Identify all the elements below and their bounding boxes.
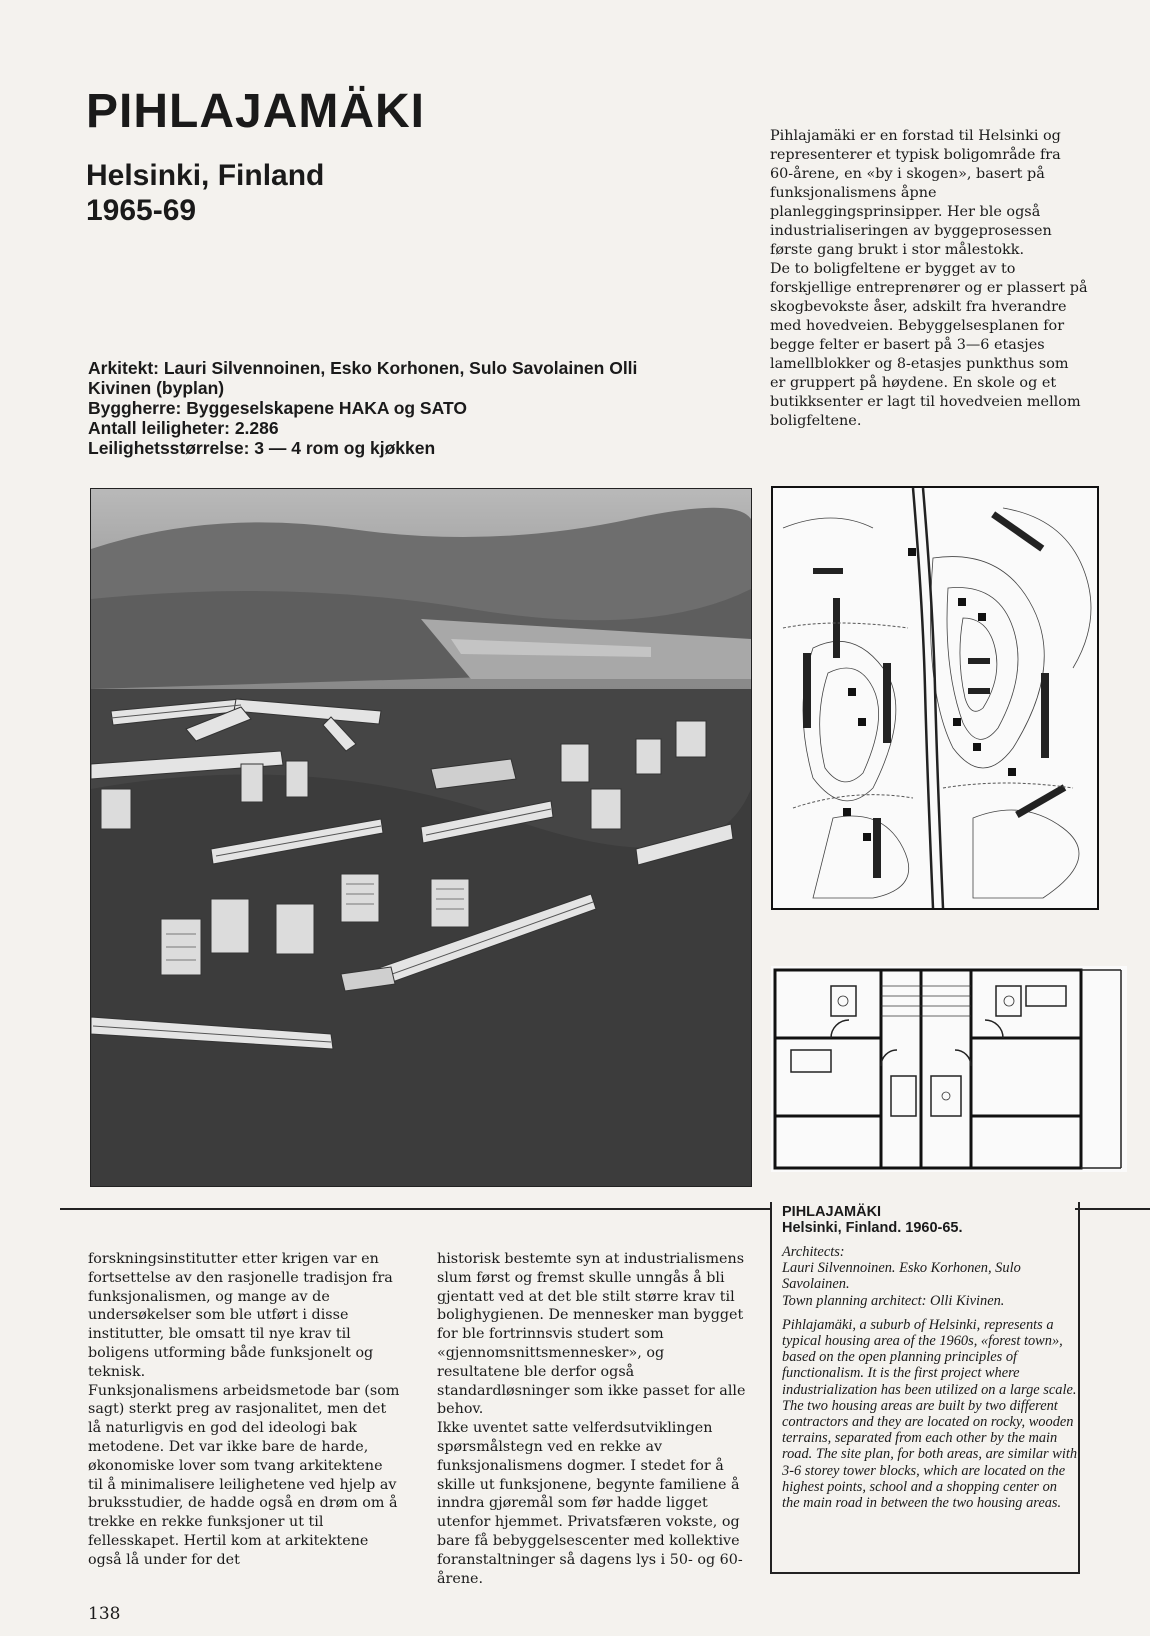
floor-plan xyxy=(771,966,1127,1172)
caption-paragraph-2: The two housing areas are built by two different contractors and they are located on rocky, wooden terrains, separated from each other by the main road. The site plan, for both areas, are similar with 3-6 storey tower blocks, which are located on the highest points, school and a shopping center on the main road in between the two housing areas. xyxy=(782,1397,1078,1512)
site-plan xyxy=(771,486,1099,910)
caption-paragraph-1: Pihlajamäki, a suburb of Helsinki, represents a typical housing area of the 1960s, «forest town», based on the open planning principles of functionalism. It is the first project where industrialization has been utilized on a large scale. xyxy=(782,1316,1077,1398)
body-col1-paragraph-2: Funksjonalismens arbeidsmetode bar (som sagt) sterkt preg av rasjonalitet, men det lå naturligvis en god del ideologi bak metodene. Det var ikke bare de harde, økonomiske lover som tvang arkitektene til å minimalisere leilighetene ved hjelp av bruksstudier, de hadde også en drøm om å trekke en rekke funksjoner ut til fellesskapet. Hertil kom at arkitektene også lå under for det xyxy=(88,1382,400,1568)
page-title: PIHLAJAMÄKI xyxy=(86,85,426,138)
page-number: 138 xyxy=(88,1604,121,1624)
subtitle-location: Helsinki, Finland xyxy=(86,159,325,192)
caption-credits xyxy=(782,1244,1078,1309)
english-caption xyxy=(770,1202,1080,1574)
subtitle-years: 1965-69 xyxy=(86,194,197,227)
caption-title-name: PIHLAJAMÄKI xyxy=(782,1204,882,1220)
caption-title xyxy=(782,1204,1078,1236)
aerial-photo xyxy=(90,488,752,1187)
intro-text xyxy=(770,127,1088,431)
caption-title-location: Helsinki, Finland. 1960-65. xyxy=(782,1220,963,1236)
subtitle xyxy=(86,158,324,228)
divider-rule-right xyxy=(1075,1208,1150,1210)
caption-body xyxy=(782,1317,1078,1511)
intro-paragraph-1: Pihlajamäki er en forstad til Helsinki og representerer et typisk boligområde fra 60-årene, en «by i skogen», basert på funksjonalismens åpne planleggingsprinsipper. Her ble også industrialiseringen av byggeprosessen første gang brukt i stor målestokk. xyxy=(770,128,1061,258)
intro-paragraph-2: De to boligfeltene er bygget av to forskjellige entreprenører og er plassert på skogbevokste åser, adskilt fra hverandre med hovedveien. Bebyggelsesplanen for begge felter er basert på 3—6 etasjes lamellblokker og 8-etasjes punkthus som er gruppert på høydene. En skole og et butikksenter er lagt til hovedveien mellom boligfeltene. xyxy=(770,261,1088,429)
divider-rule xyxy=(60,1208,770,1210)
facts-client: Byggherre: Byggeselskapene HAKA og SATO xyxy=(88,398,467,418)
caption-architects-label: Architects: xyxy=(782,1244,845,1260)
body-col1-paragraph-1: forskningsinstitutter etter krigen var en fortsettelse av den rasjonelle tradisjon fra funksjonalismen, og mange av de undersøkelser som ble utført i disse institutter, ble omsatt til nye krav til boligens utforming både funksjonelt og teknisk. xyxy=(88,1251,393,1380)
body-column-1 xyxy=(88,1250,400,1570)
caption-town-planning: Town planning architect: Olli Kivinen. xyxy=(782,1292,1005,1309)
body-column-2 xyxy=(437,1250,751,1588)
project-facts xyxy=(88,358,728,458)
facts-apartments: Antall leiligheter: 2.286 xyxy=(88,418,279,438)
caption-architects: Lauri Silvennoinen. Esko Korhonen, Sulo Savolainen. xyxy=(782,1260,1021,1293)
body-col2-paragraph-2: Ikke uventet satte velferdsutviklingen spørsmålstegn ved en rekke av funksjonalismens dogmer. I stedet for å skille ut funksjonene, begynte familiene å inndra gjøremål som før hadde ligget utenfor hjemmet. Privatsfæren vokste, og bare få bebyggelsescenter med kollektive foranstaltninger så dagens lys i 50- og 60-årene. xyxy=(437,1420,743,1587)
facts-architect-cont: Kivinen (byplan) xyxy=(88,378,225,398)
facts-apartment-size: Leilighetsstørrelse: 3 — 4 rom og kjøkken xyxy=(88,438,436,458)
facts-architect: Arkitekt: Lauri Silvennoinen, Esko Korhonen, Sulo Savolainen Olli xyxy=(88,358,638,378)
body-col2-paragraph-1: historisk bestemte syn at industrialismens slum først og fremst skulle unngås å bli gjentatt ved at det ble stilt større krav til bolighygienen. De mennesker man bygget for ble fortrinnsvis studert som «gjennomsnittsmennesker», og resultatene ble derfor også standardløsninger som ikke passet for alle behov. xyxy=(437,1251,746,1418)
